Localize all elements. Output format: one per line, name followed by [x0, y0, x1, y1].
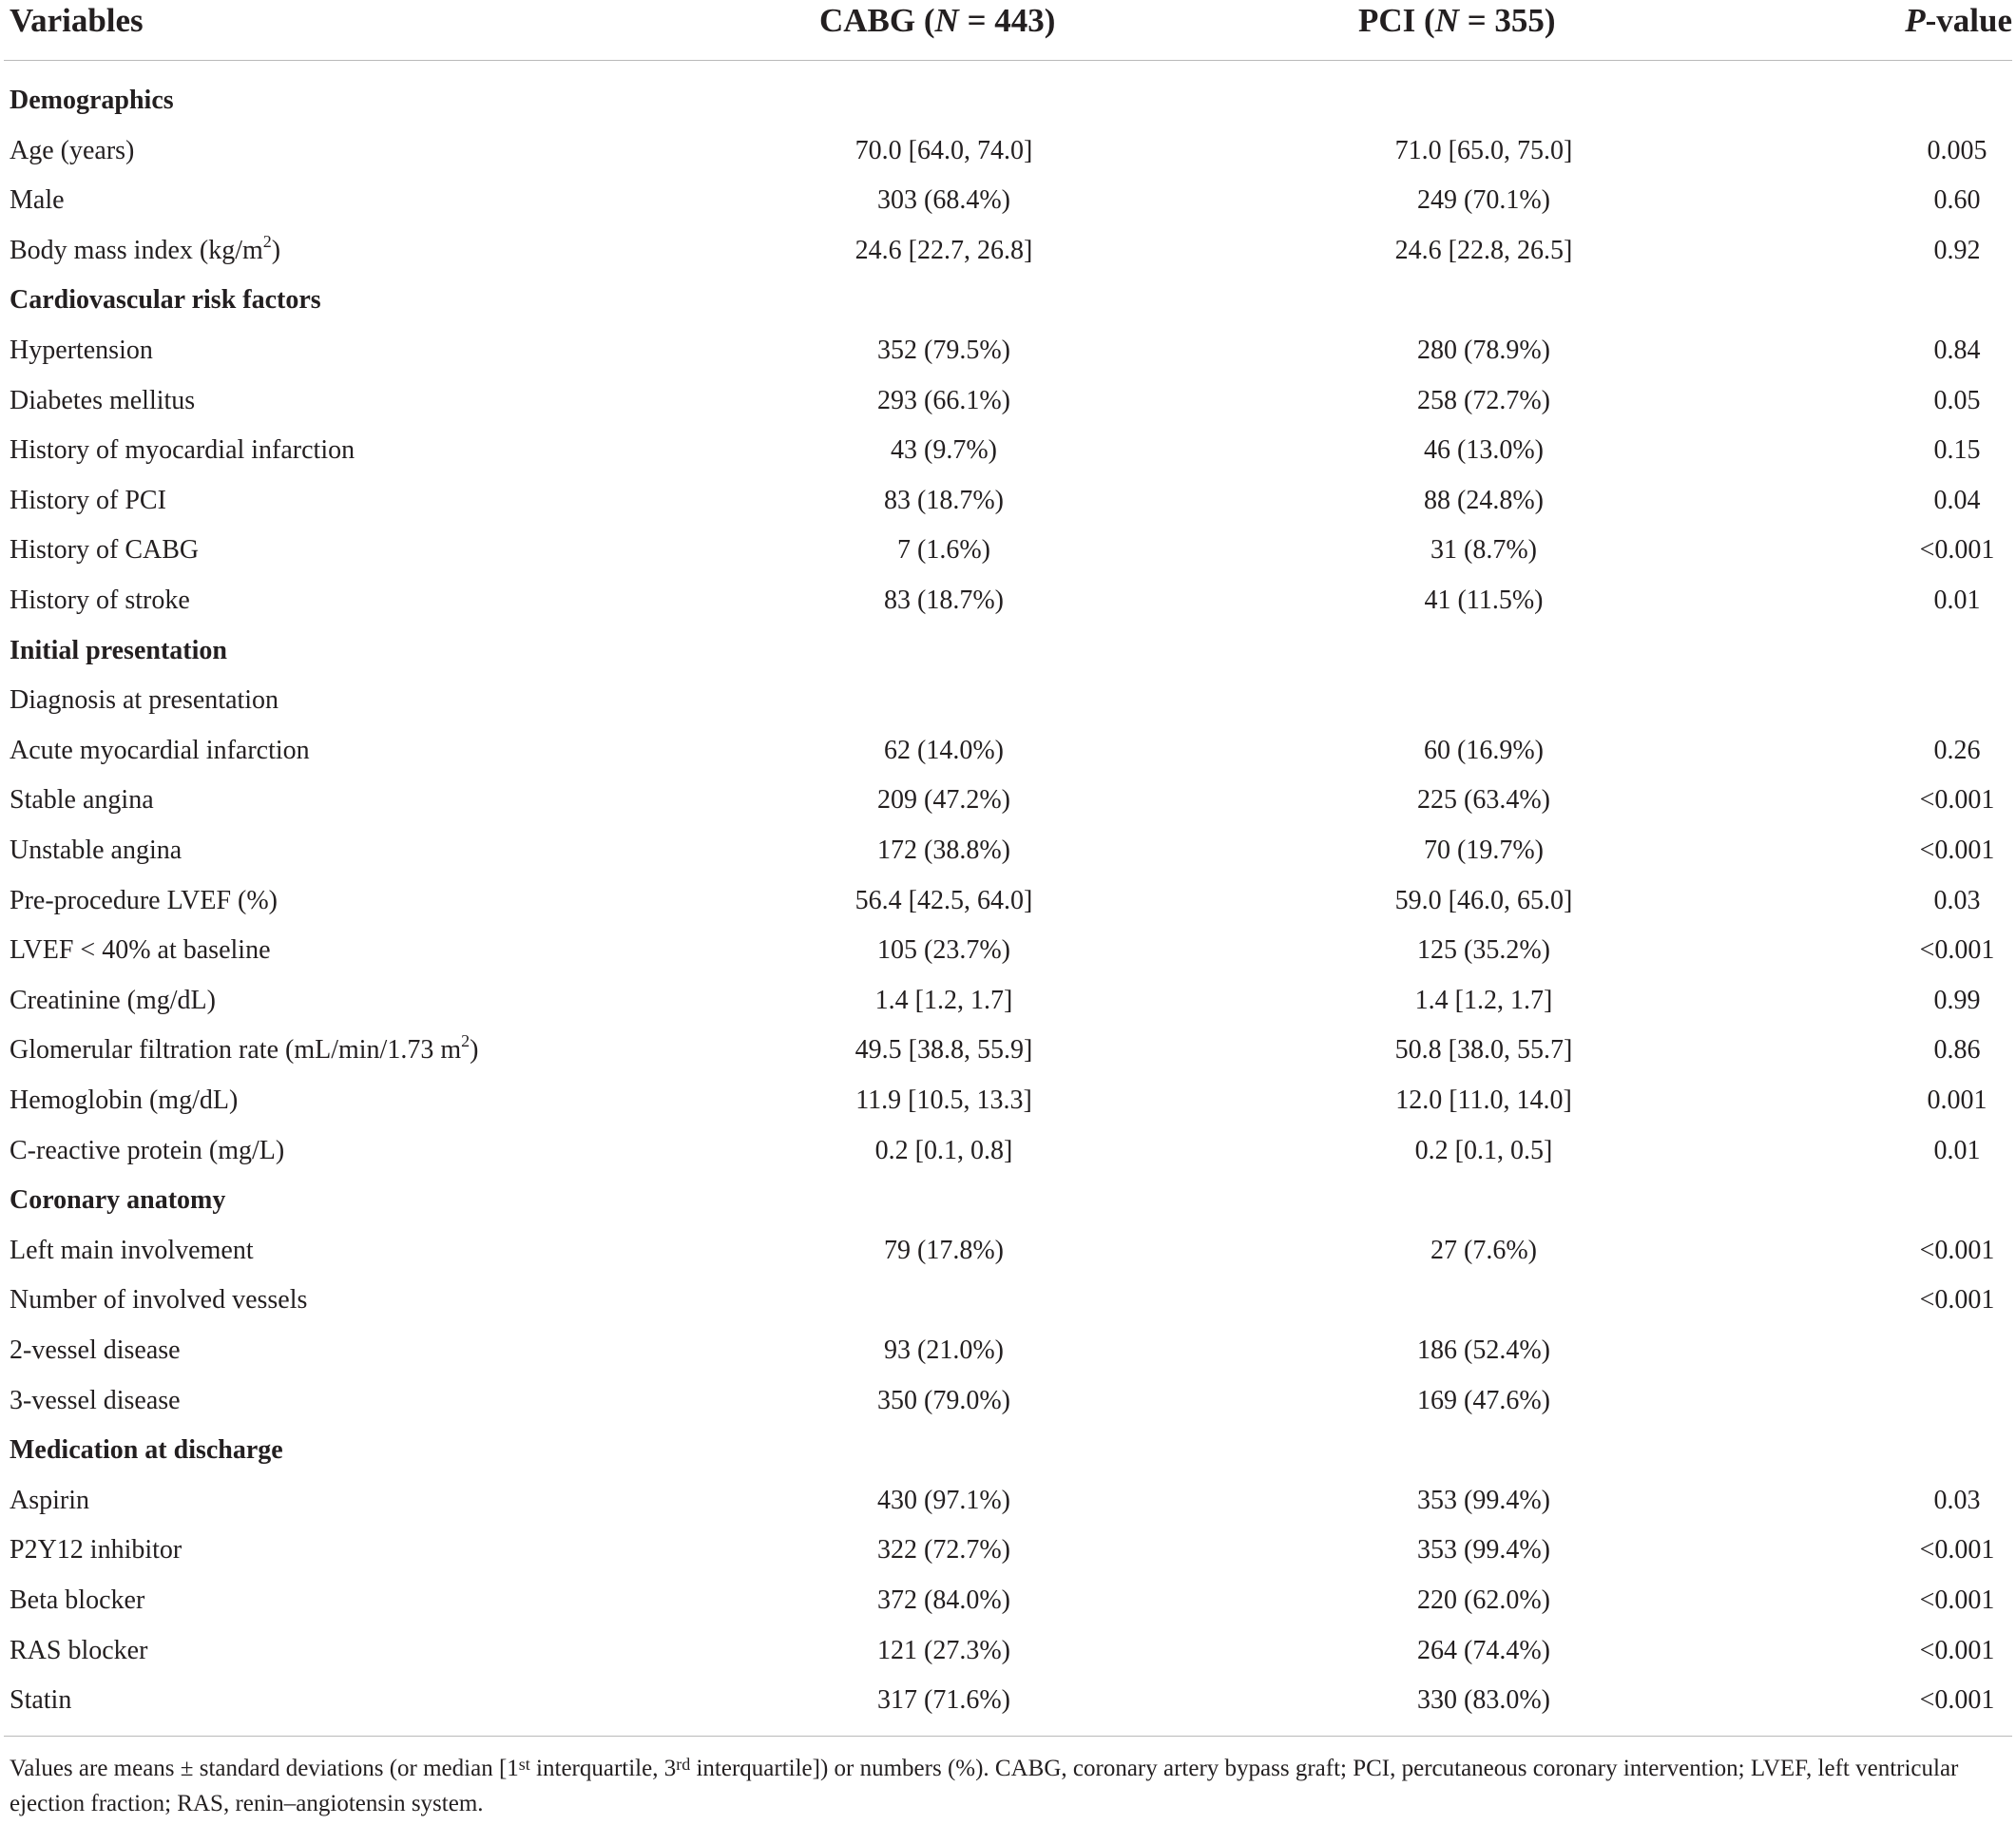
cabg-value: 11.9 [10.5, 13.3]	[855, 1085, 1032, 1115]
row-label	[10, 1335, 181, 1366]
header-cabg-n: N	[934, 2, 959, 39]
pci-value: 0.2 [0.1, 0.5]	[1414, 1135, 1553, 1165]
row-label-text: Unstable angina	[10, 836, 182, 865]
row-label-text: Initial presentation	[10, 635, 227, 665]
row-label-text: Acute myocardial infarction	[10, 735, 310, 765]
row-label-text: Diabetes mellitus	[10, 385, 196, 415]
table-row	[0, 880, 2016, 930]
pci-value: 60 (16.9%)	[1424, 735, 1544, 765]
row-label	[10, 1136, 284, 1166]
p-value: 0.26	[1933, 735, 1981, 765]
cabg-value: 62 (14.0%)	[884, 735, 1004, 765]
footnote-part2: interquartile, 3	[529, 1756, 677, 1781]
table-row	[0, 1380, 2016, 1430]
p-value: 0.03	[1933, 885, 1981, 915]
cabg-value: 105 (23.7%)	[877, 935, 1010, 966]
table-row	[0, 930, 2016, 979]
p-value: 0.01	[1933, 1135, 1981, 1165]
pci-value: 41 (11.5%)	[1424, 586, 1544, 615]
table-row	[0, 1680, 2016, 1729]
p-value: 0.04	[1933, 485, 1981, 515]
row-label-suffix: )	[470, 1035, 479, 1066]
cabg-value: 350 (79.0%)	[877, 1385, 1010, 1415]
p-value: <0.001	[1919, 1535, 1995, 1566]
p-value: 0.92	[1933, 235, 1981, 265]
pci-value: 71.0 [65.0, 75.0]	[1394, 135, 1573, 165]
p-value: 0.01	[1933, 586, 1981, 615]
row-label-text: P2Y12 inhibitor	[10, 1535, 182, 1566]
section-header-row	[0, 630, 2016, 680]
row-label	[10, 435, 355, 466]
table-row	[0, 1230, 2016, 1279]
row-label	[10, 1285, 307, 1316]
table-row	[0, 430, 2016, 479]
table-row	[0, 1029, 2016, 1079]
section-header-row	[0, 1180, 2016, 1229]
row-label-suffix: )	[271, 235, 281, 265]
row-label	[10, 386, 195, 416]
cabg-value: 1.4 [1.2, 1.7]	[874, 985, 1013, 1015]
pci-value: 50.8 [38.0, 55.7]	[1394, 1035, 1573, 1066]
pci-value: 46 (13.0%)	[1424, 435, 1544, 466]
pci-value: 27 (7.6%)	[1430, 1235, 1537, 1265]
section-label	[10, 285, 321, 316]
pci-value: 186 (52.4%)	[1417, 1335, 1550, 1365]
row-label	[10, 486, 166, 516]
p-value: 0.86	[1933, 1035, 1981, 1066]
cabg-value: 172 (38.8%)	[877, 836, 1010, 865]
header-pci-n: N	[1434, 2, 1459, 39]
table-row	[0, 330, 2016, 379]
p-value: <0.001	[1919, 1635, 1995, 1665]
p-value: <0.001	[1919, 935, 1995, 966]
p-value: <0.001	[1919, 1285, 1995, 1316]
row-label	[10, 136, 134, 166]
header-cabg-suffix: = 443)	[958, 2, 1056, 39]
row-label	[10, 736, 310, 766]
row-label-text: LVEF < 40% at baseline	[10, 935, 271, 966]
row-label	[10, 1585, 144, 1616]
table-row	[0, 980, 2016, 1029]
row-label	[10, 1636, 147, 1666]
row-label-text: Demographics	[10, 86, 174, 115]
cabg-value: 49.5 [38.8, 55.9]	[854, 1035, 1033, 1066]
cabg-value: 372 (84.0%)	[877, 1585, 1010, 1615]
p-value: <0.001	[1919, 785, 1995, 816]
row-label	[10, 1535, 182, 1566]
row-label-text: Age (years)	[10, 135, 135, 165]
row-label-text: Medication at discharge	[10, 1435, 283, 1466]
cabg-value: 430 (97.1%)	[877, 1485, 1010, 1515]
cabg-value: 93 (21.0%)	[884, 1335, 1004, 1365]
table-row	[0, 1630, 2016, 1680]
p-value: 0.03	[1933, 1485, 1981, 1515]
row-label-text: Hypertension	[10, 336, 153, 365]
table-footnote	[10, 1751, 2010, 1821]
footnote-part1: Values are means ± standard deviations (or median [1	[10, 1756, 519, 1781]
pci-value: 70 (19.7%)	[1424, 836, 1544, 865]
pci-value: 1.4 [1.2, 1.7]	[1414, 985, 1553, 1015]
table-row	[0, 480, 2016, 529]
row-label-text: Glomerular filtration rate (mL/min/1.73 m	[10, 1035, 462, 1066]
table-row	[0, 180, 2016, 229]
row-label	[10, 785, 154, 816]
header-divider	[4, 60, 2012, 61]
row-label	[10, 185, 65, 216]
cabg-value: 0.2 [0.1, 0.8]	[874, 1135, 1013, 1165]
cabg-value: 79 (17.8%)	[884, 1235, 1004, 1265]
row-label	[10, 586, 190, 616]
pci-value: 249 (70.1%)	[1417, 185, 1550, 216]
pci-value: 353 (99.4%)	[1417, 1535, 1550, 1566]
row-label-text: Statin	[10, 1685, 72, 1716]
p-value: <0.001	[1919, 535, 1995, 566]
row-label-superscript: 2	[262, 231, 272, 251]
row-label-text: Stable angina	[10, 785, 154, 816]
row-label-text: Beta blocker	[10, 1585, 145, 1615]
p-value: 0.99	[1933, 985, 1981, 1015]
table-row	[0, 680, 2016, 729]
pci-value: 31 (8.7%)	[1430, 535, 1537, 566]
row-label-text: Left main involvement	[10, 1235, 254, 1265]
row-label-text: Cardiovascular risk factors	[10, 285, 321, 316]
p-value: <0.001	[1919, 1235, 1995, 1265]
row-label	[10, 1236, 254, 1266]
p-value: 0.05	[1933, 385, 1981, 415]
pci-value: 169 (47.6%)	[1417, 1385, 1550, 1415]
pci-value: 353 (99.4%)	[1417, 1485, 1550, 1515]
row-label-text: 3-vessel disease	[10, 1385, 181, 1415]
row-label-text: History of myocardial infarction	[10, 435, 355, 466]
row-label-text: History of PCI	[10, 485, 166, 515]
p-value: 0.005	[1927, 135, 1987, 165]
cabg-value: 121 (27.3%)	[877, 1635, 1010, 1665]
header-pci-suffix: = 355)	[1458, 2, 1556, 39]
cabg-value: 56.4 [42.5, 64.0]	[854, 885, 1033, 915]
header-variables: Variables	[10, 2, 144, 39]
row-label	[10, 1386, 181, 1416]
row-label-text: Hemoglobin (mg/dL)	[10, 1085, 239, 1115]
row-label-text: Coronary anatomy	[10, 1185, 226, 1216]
header-pci-prefix: PCI (	[1358, 2, 1435, 39]
row-label	[10, 886, 278, 916]
p-value: 0.84	[1933, 336, 1981, 365]
section-header-row	[0, 279, 2016, 329]
row-label-text: Diagnosis at presentation	[10, 685, 279, 716]
footnote-sup1: st	[518, 1755, 530, 1774]
cabg-value: 317 (71.6%)	[877, 1685, 1010, 1716]
pci-value: 330 (83.0%)	[1417, 1685, 1550, 1716]
table-row	[0, 1480, 2016, 1529]
table-row	[0, 779, 2016, 829]
table-row	[0, 130, 2016, 180]
row-label-text: Male	[10, 185, 65, 216]
table-row	[0, 730, 2016, 779]
row-label-text: Aspirin	[10, 1485, 89, 1515]
cabg-value: 43 (9.7%)	[891, 435, 997, 466]
pci-value: 264 (74.4%)	[1417, 1635, 1550, 1665]
row-label	[10, 935, 271, 966]
pci-value: 59.0 [46.0, 65.0]	[1394, 885, 1573, 915]
p-value: <0.001	[1919, 1685, 1995, 1716]
row-label-text: Number of involved vessels	[10, 1285, 308, 1316]
header-cabg	[819, 2, 1055, 40]
footnote-part3: interquartile]) or numbers (%). CABG, coronary artery bypass graft; PCI, percutaneous coronary intervention; LVEF, left ventricular ejection fraction; RAS, renin–angiotensin system.	[10, 1756, 1959, 1816]
pci-value: 220 (62.0%)	[1417, 1585, 1550, 1615]
header-p-suffix: -value	[1925, 2, 2012, 39]
table-row	[0, 1580, 2016, 1629]
pci-value: 258 (72.7%)	[1417, 385, 1550, 415]
row-label-text: RAS blocker	[10, 1635, 148, 1665]
pci-value: 125 (35.2%)	[1417, 935, 1550, 966]
section-label	[10, 1185, 225, 1216]
cabg-value: 322 (72.7%)	[877, 1535, 1010, 1566]
row-label	[10, 1085, 238, 1116]
cabg-value: 293 (66.1%)	[877, 385, 1010, 415]
table-row	[0, 529, 2016, 579]
cabg-value: 209 (47.2%)	[877, 785, 1010, 816]
cabg-value: 7 (1.6%)	[897, 535, 990, 566]
row-label	[10, 836, 182, 866]
cabg-value: 303 (68.4%)	[877, 185, 1010, 216]
row-label-text: 2-vessel disease	[10, 1335, 181, 1365]
pci-value: 12.0 [11.0, 14.0]	[1395, 1085, 1572, 1115]
cabg-value: 24.6 [22.7, 26.8]	[854, 235, 1033, 265]
p-value: <0.001	[1919, 836, 1995, 865]
p-value: 0.60	[1933, 185, 1981, 216]
table-row	[0, 580, 2016, 629]
row-label-text: History of CABG	[10, 535, 200, 566]
row-label	[10, 535, 199, 566]
table-header	[0, 0, 2016, 59]
pci-value: 225 (63.4%)	[1417, 785, 1550, 816]
cabg-value: 83 (18.7%)	[884, 485, 1004, 515]
row-label-text: Creatinine (mg/dL)	[10, 985, 216, 1015]
section-label	[10, 86, 174, 116]
footnote-sup2: rd	[676, 1755, 691, 1774]
cabg-value: 83 (18.7%)	[884, 586, 1004, 615]
table-bottom-divider	[4, 1736, 2012, 1737]
row-label	[10, 685, 278, 716]
cabg-value: 70.0 [64.0, 74.0]	[854, 135, 1033, 165]
section-header-row	[0, 1430, 2016, 1479]
table-row	[0, 1130, 2016, 1180]
table-row	[0, 1080, 2016, 1129]
header-pci	[1358, 2, 1556, 40]
p-value: 0.15	[1933, 435, 1981, 466]
section-label	[10, 1435, 283, 1466]
row-label	[10, 986, 216, 1016]
table-row	[0, 230, 2016, 279]
p-value: 0.001	[1927, 1085, 1987, 1115]
row-label-text: Body mass index (kg/m	[10, 235, 263, 265]
pci-value: 24.6 [22.8, 26.5]	[1394, 235, 1573, 265]
table-row	[0, 1279, 2016, 1329]
row-label	[10, 1486, 89, 1516]
row-label	[10, 1685, 71, 1716]
row-label-text: C-reactive protein (mg/L)	[10, 1135, 285, 1165]
row-label-text: Pre-procedure LVEF (%)	[10, 885, 278, 915]
table-row	[0, 1529, 2016, 1579]
row-label	[10, 1031, 479, 1066]
p-value: <0.001	[1919, 1585, 1995, 1615]
table-row	[0, 1330, 2016, 1379]
table-row	[0, 380, 2016, 430]
row-label-superscript: 2	[461, 1031, 470, 1051]
section-header-row	[0, 80, 2016, 129]
cabg-value: 352 (79.5%)	[877, 336, 1010, 365]
header-p-italic: P	[1905, 2, 1926, 39]
row-label	[10, 336, 153, 366]
header-cabg-prefix: CABG (	[819, 2, 935, 39]
section-label	[10, 636, 227, 666]
row-label	[10, 231, 281, 266]
pci-value: 280 (78.9%)	[1417, 336, 1550, 365]
row-label-text: History of stroke	[10, 586, 190, 615]
table-row	[0, 830, 2016, 879]
pci-value: 88 (24.8%)	[1424, 485, 1544, 515]
header-p-value	[1905, 2, 2012, 40]
